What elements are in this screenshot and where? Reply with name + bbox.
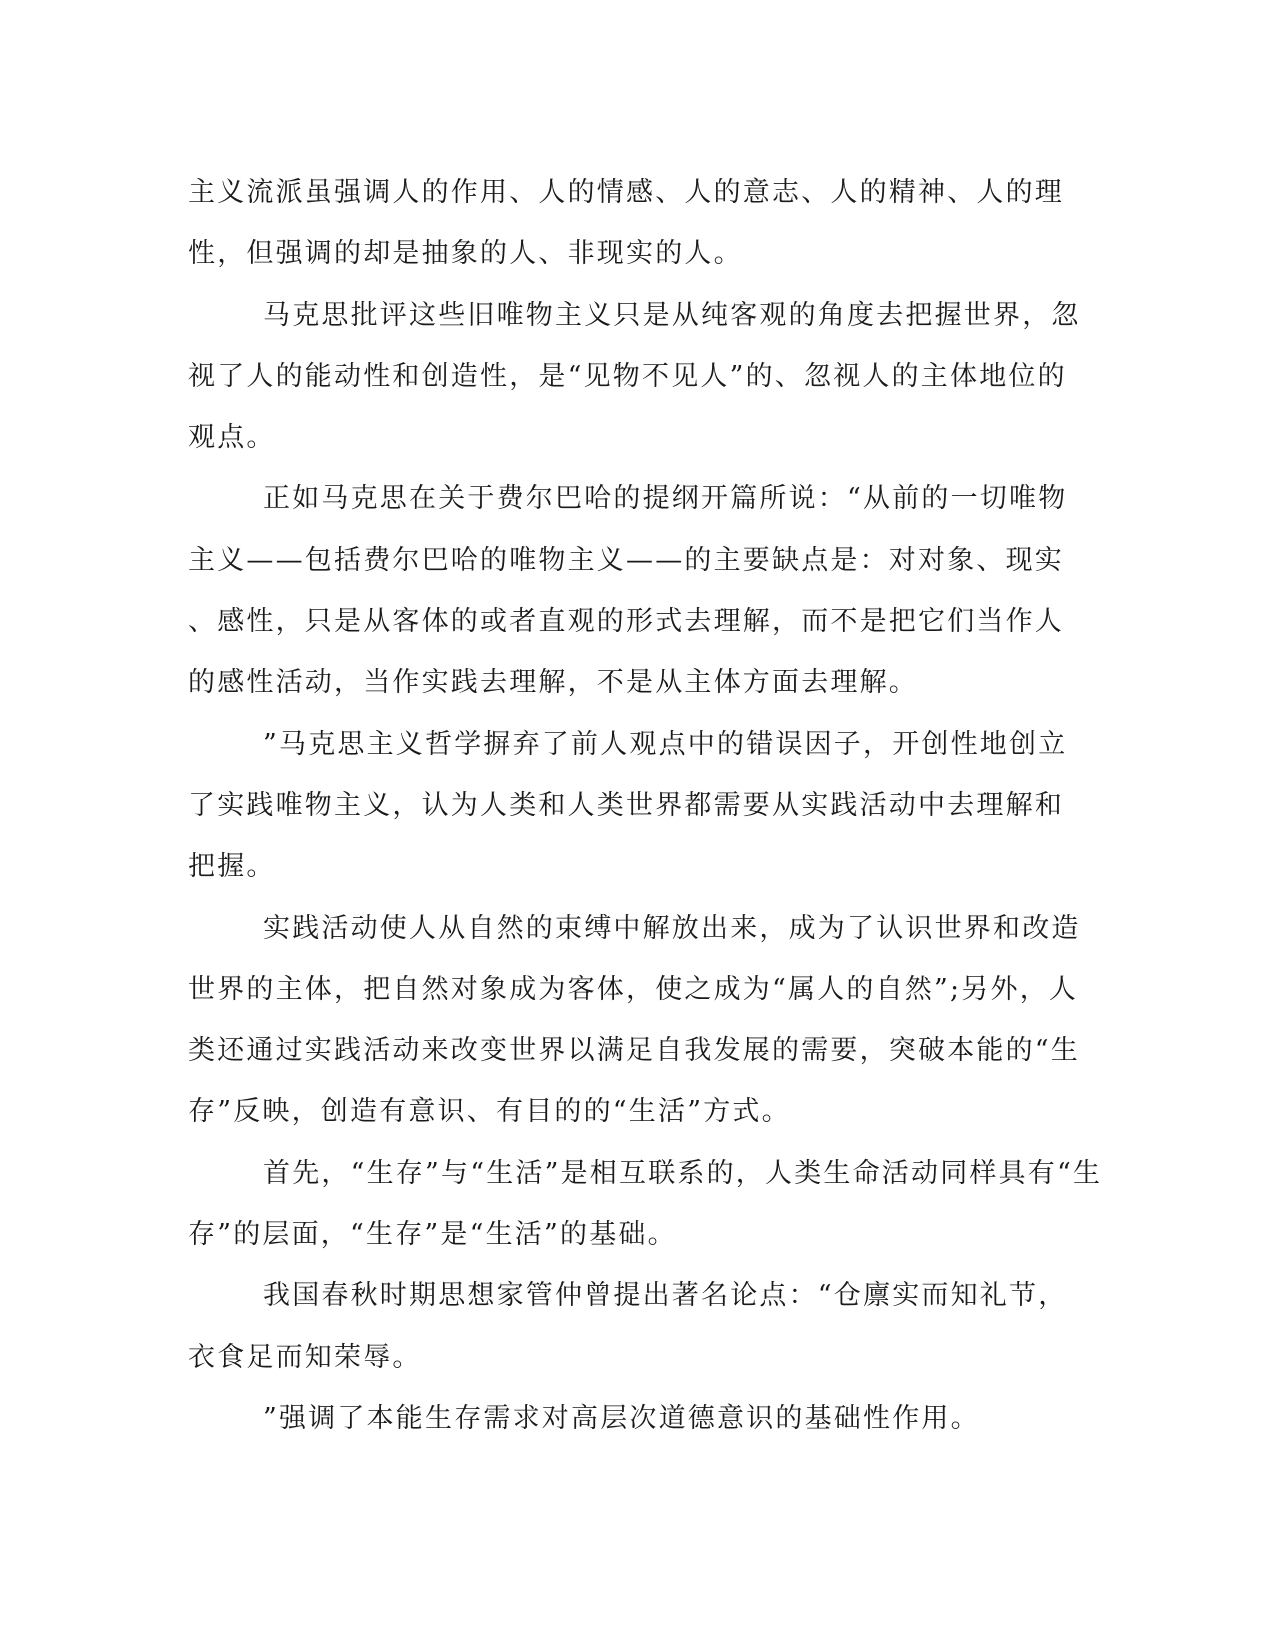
text-line: 主义流派虽强调人的作用、人的情感、人的意志、人的精神、人的理 (188, 177, 1064, 208)
text-line: ”强调了本能生存需求对高层次道德意识的基础性作用。 (263, 1402, 980, 1434)
text-line: 类还通过实践活动来改变世界以满足自我发展的需要，突破本能的“生 (188, 1035, 1081, 1067)
text-line: 存”的层面，“生存”是“生活”的基础。 (188, 1219, 677, 1251)
text-line: 首先，“生存”与“生活”是相互联系的，人类生命活动同样具有“生 (263, 1157, 1103, 1189)
text-line: 衣食足而知荣辱。 (188, 1341, 422, 1373)
text-line: ”马克思主义哲学摒弃了前人观点中的错误因子，开创性地创立 (263, 728, 1068, 760)
text-line: 了实践唯物主义，认为人类和人类世界都需要从实践活动中去理解和 (188, 789, 1064, 821)
text-line: 、感性，只是从客体的或者直观的形式去理解，而不是把它们当作人 (188, 606, 1064, 638)
body-text (188, 162, 1103, 1449)
text-line: 的感性活动，当作实践去理解，不是从主体方面去理解。 (188, 667, 918, 699)
text-line: 主义——包括费尔巴哈的唯物主义——的主要缺点是：对对象、现实 (188, 544, 1064, 576)
text-line: 我国春秋时期思想家管仲曾提出著名论点：“仓廪实而知礼节， (263, 1280, 1068, 1312)
text-line: 世界的主体，把自然对象成为客体，使之成为“属人的自然”;另外，人 (188, 973, 1079, 1005)
text-line: 存”反映，创造有意识、有目的的“生活”方式。 (188, 1096, 791, 1128)
text-line: 性，但强调的却是抽象的人、非现实的人。 (188, 238, 743, 270)
text-line: 观点。 (188, 422, 276, 454)
text-line: 把握。 (188, 851, 276, 883)
text-line: 实践活动使人从自然的束缚中解放出来，成为了认识世界和改造 (263, 912, 1081, 944)
text-line: 视了人的能动性和创造性，是“见物不见人”的、忽视人的主体地位的 (188, 360, 1067, 392)
text-line: 正如马克思在关于费尔巴哈的提纲开篇所说：“从前的一切唯物 (263, 483, 1068, 515)
text-line: 马克思批评这些旧唯物主义只是从纯客观的角度去把握世界，忽 (263, 299, 1081, 331)
